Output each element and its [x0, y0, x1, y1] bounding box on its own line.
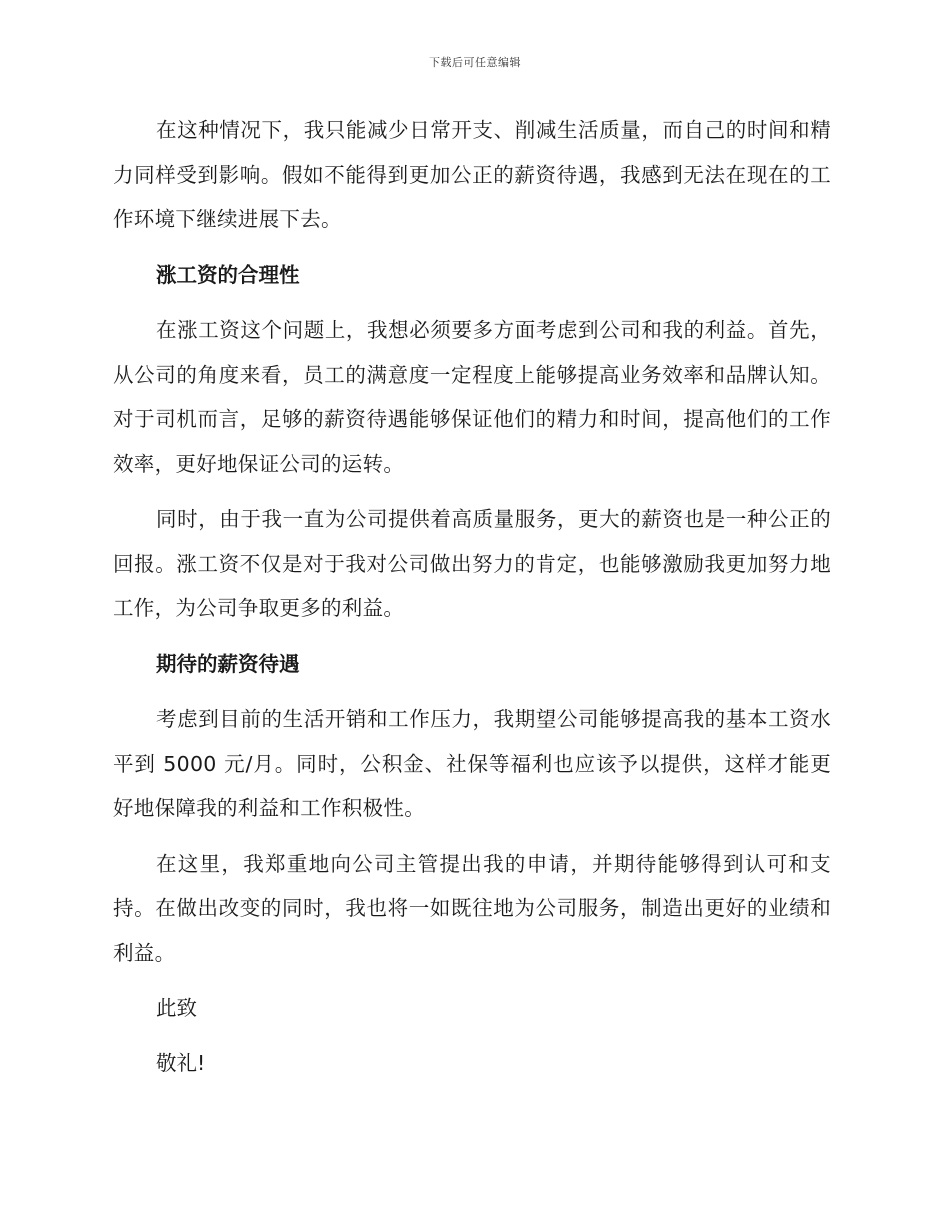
section-heading-raise-rationale: 涨工资的合理性	[156, 262, 300, 287]
page-header-note: 下载后可任意编辑	[429, 56, 521, 69]
section-heading-expected-salary: 期待的薪资待遇	[156, 651, 300, 676]
paragraph-4: 考虑到目前的生活开销和工作压力，我期望公司能够提高我的基本工资水平到 5000 元/月。同时，公积金、社保等福利也应该予以提供，这样才能更好地保障我的利益和工作积极性。	[113, 707, 831, 820]
closing-salutation: 此致	[156, 996, 197, 1020]
closing-regards: 敬礼!	[156, 1050, 206, 1075]
paragraph-5: 在这里，我郑重地向公司主管提出我的申请，并期待能够得到认可和支持。在做出改变的同时，我也将一如既往地为公司服务，制造出更好的业绩和利益。	[113, 851, 831, 965]
paragraph-3: 同时，由于我一直为公司提供着高质量服务，更大的薪资也是一种公正的回报。涨工资不仅是对于我对公司做出努力的肯定，也能够激励我更加努力地工作，为公司争取更多的利益。	[113, 507, 831, 620]
paragraph-2: 在涨工资这个问题上，我想必须要多方面考虑到公司和我的利益。首先，从公司的角度来看，员工的满意度一定程度上能够提高业务效率和品牌认知。对于司机而言，足够的薪资待遇能够保证他们的精力和时间，提高他们的工作效率，更好地保证公司的运转。	[113, 318, 831, 476]
paragraph-1: 在这种情况下，我只能减少日常开支、削减生活质量，而自己的时间和精力同样受到影响。假如不能得到更加公正的薪资待遇，我感到无法在现在的工作环境下继续进展下去。	[113, 118, 831, 231]
document-body	[113, 108, 831, 1095]
